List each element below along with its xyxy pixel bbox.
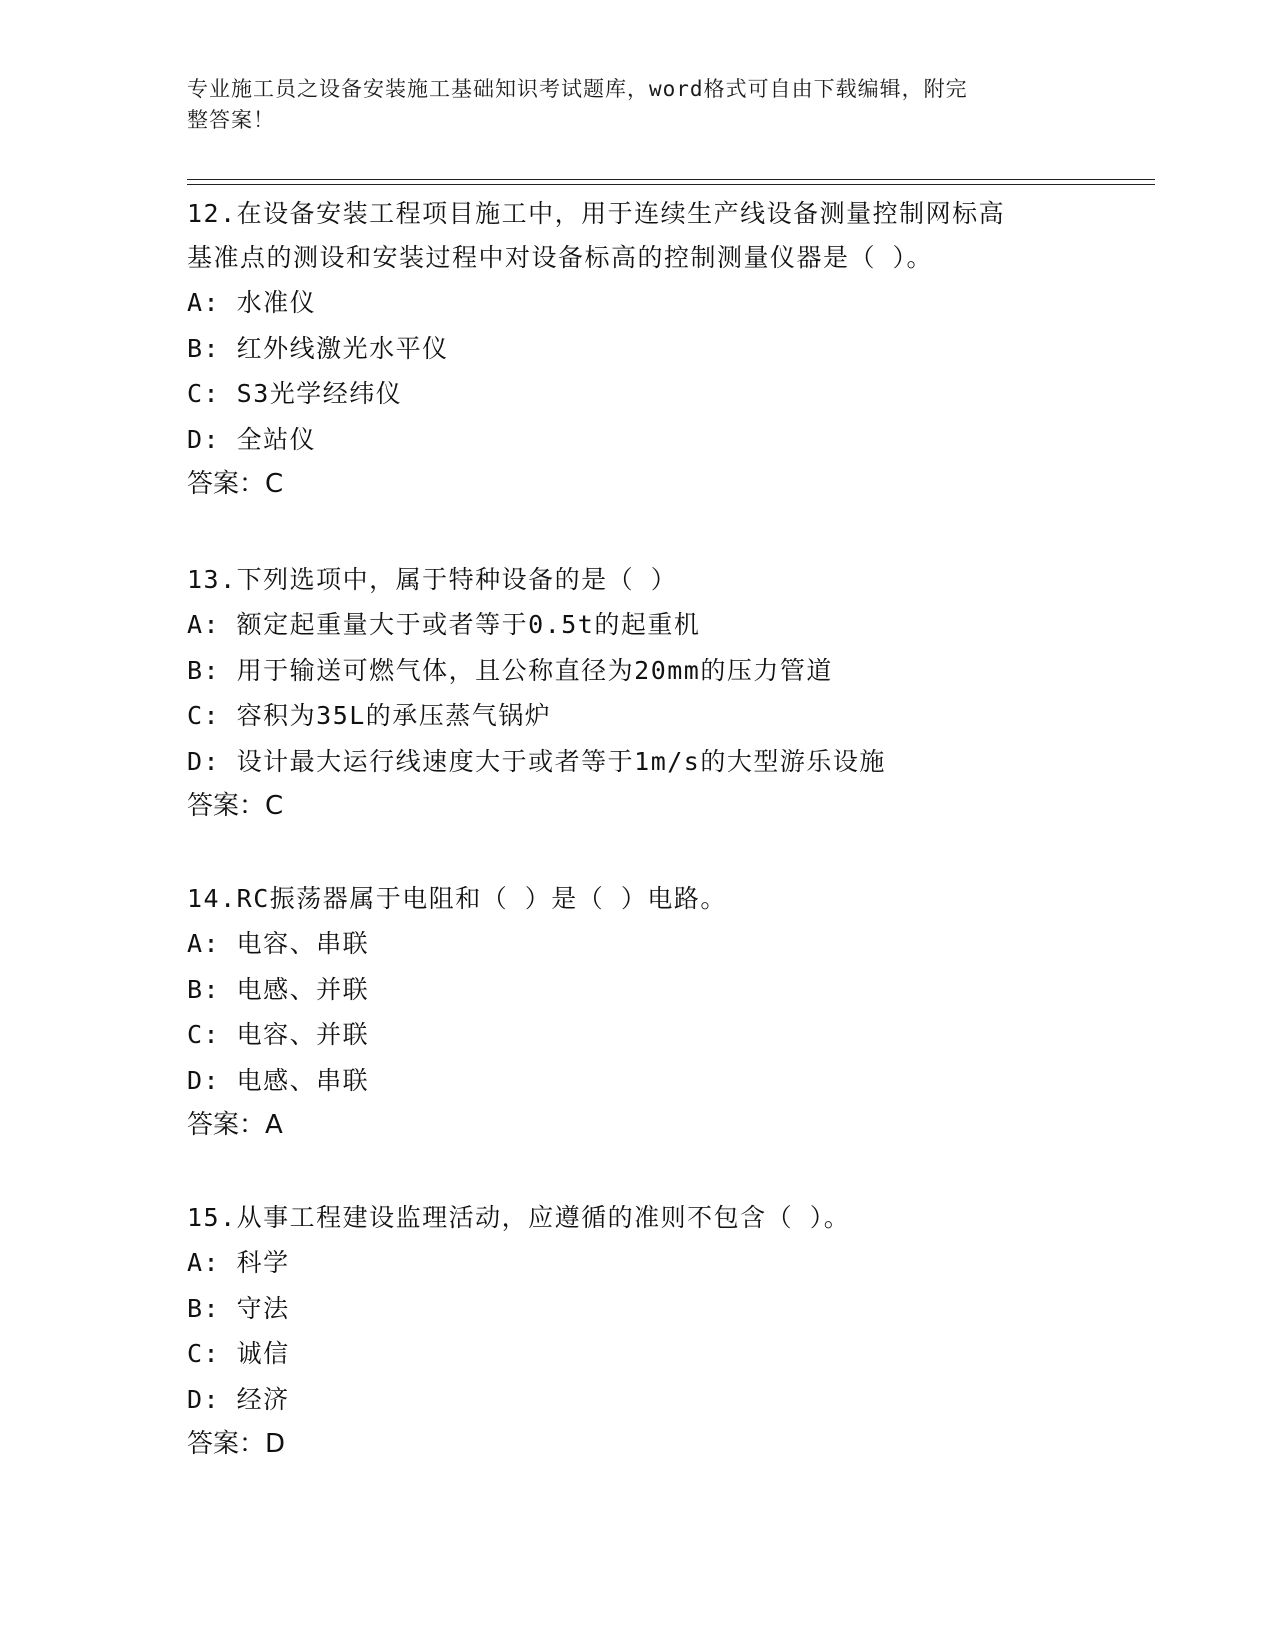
header-line-1: 专业施工员之设备安装施工基础知识考试题库，word格式可自由下载编辑，附完 (187, 77, 968, 101)
option-b: B: 守法 (187, 1293, 290, 1323)
option-b: B: 电感、并联 (187, 974, 370, 1004)
option-d: D: 电感、串联 (187, 1065, 370, 1095)
option-a: A: 水准仪 (187, 288, 317, 317)
option-a: A: 电容、串联 (187, 929, 370, 958)
question-14 (187, 877, 1087, 1148)
option-d: D: 设计最大运行线速度大于或者等于1m/s的大型游乐设施 (187, 746, 886, 776)
question-15 (187, 1196, 1087, 1467)
header-divider-top (187, 179, 1155, 180)
option-d: D: 经济 (187, 1384, 290, 1414)
question-13 (187, 558, 1087, 829)
option-a: A: 额定起重量大于或者等于0.5t的起重机 (187, 610, 701, 639)
question-stem-line: 12.在设备安装工程项目施工中，用于连续生产线设备测量控制网标高 (187, 199, 1006, 228)
question-stem-line: 14.RC振荡器属于电阻和（ ）是（ ）电路。 (187, 884, 727, 913)
option-c: C: 电容、并联 (187, 1020, 370, 1049)
question-stem-line: 基准点的测设和安装过程中对设备标高的控制测量仪器是（ ）。 (187, 243, 934, 272)
option-c: C: 容积为35L的承压蒸气锅炉 (187, 701, 552, 730)
header-line-2: 整答案！ (187, 108, 275, 132)
header-divider-bottom (187, 184, 1155, 185)
option-b: B: 红外线激光水平仪 (187, 333, 449, 363)
question-stem-line: 15.从事工程建设监理活动，应遵循的准则不包含（ ）。 (187, 1203, 851, 1232)
option-b: B: 用于输送可燃气体，且公称直径为20mm的压力管道 (187, 655, 833, 685)
question-12 (187, 192, 1087, 507)
question-stem-line: 13.下列选项中，属于特种设备的是（ ） (187, 565, 678, 594)
answer-line: 答案：C (187, 791, 284, 821)
answer-line: 答案：C (187, 469, 284, 499)
document-header (187, 74, 1067, 136)
option-c: C: 诚信 (187, 1339, 290, 1368)
answer-line: 答案：D (187, 1429, 286, 1459)
answer-line: 答案：A (187, 1110, 283, 1140)
option-c: C: S3光学经纬仪 (187, 379, 403, 408)
option-d: D: 全站仪 (187, 424, 317, 454)
option-a: A: 科学 (187, 1248, 290, 1277)
